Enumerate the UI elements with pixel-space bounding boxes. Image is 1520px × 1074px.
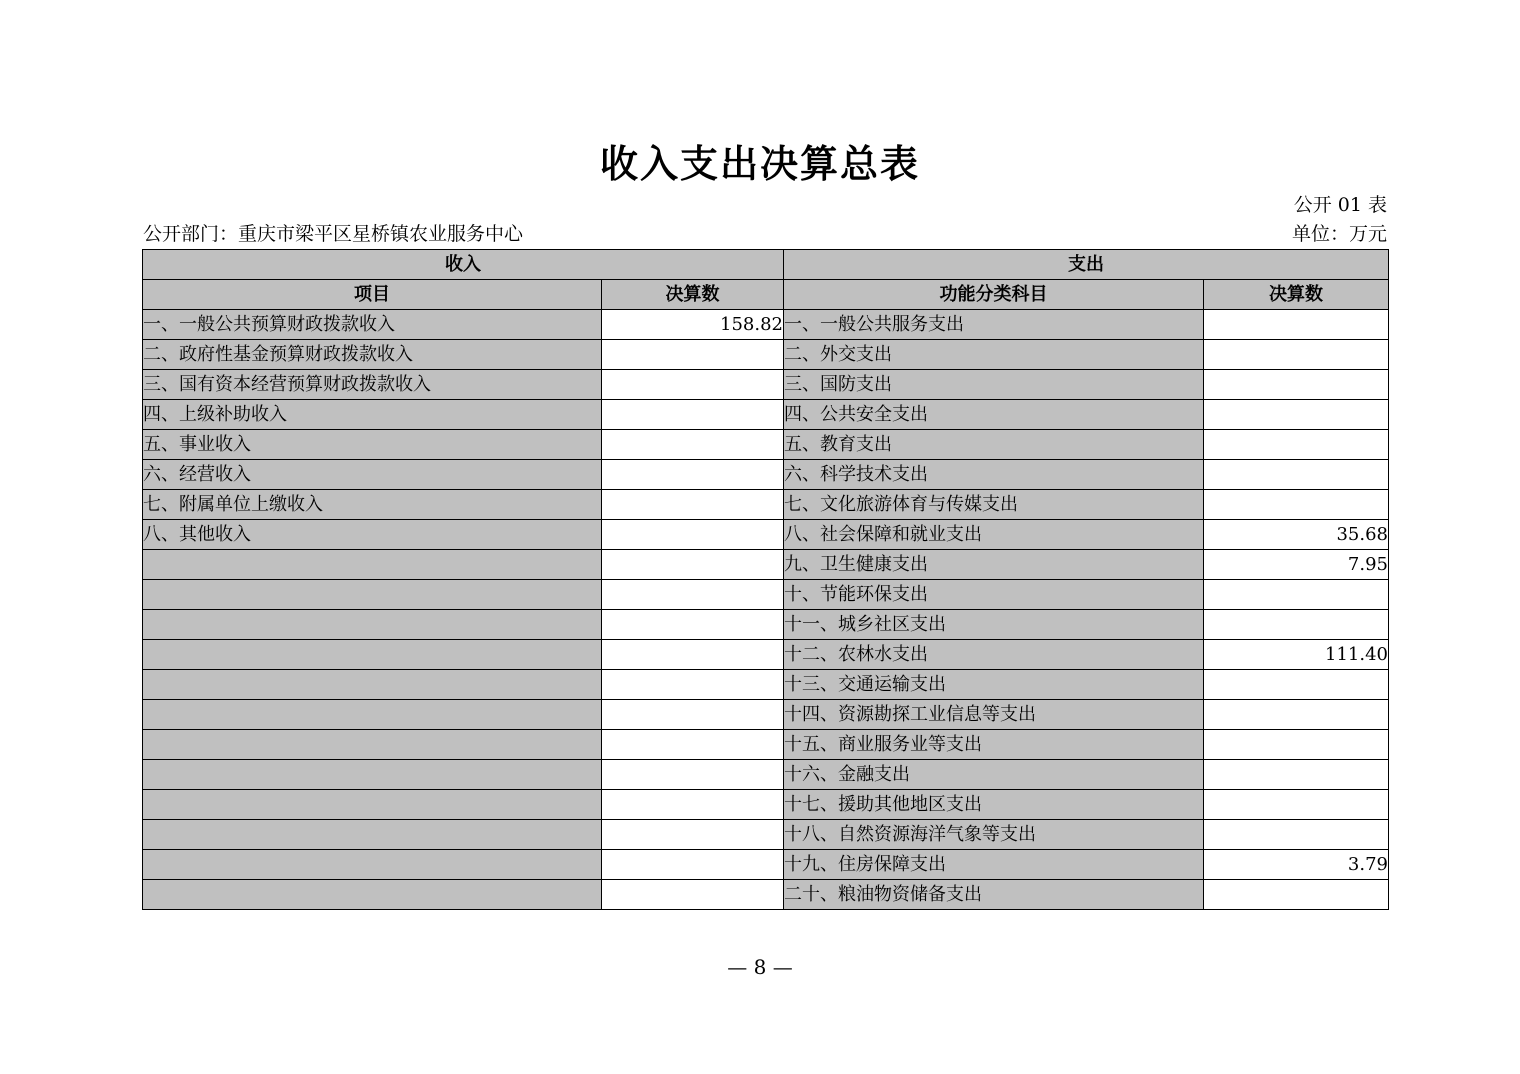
income-item-cell: 三、国有资本经营预算财政拨款收入 — [143, 370, 602, 400]
income-amount-cell — [602, 760, 784, 790]
table-header-group-row — [143, 250, 1389, 280]
income-item-cell: 六、经营收入 — [143, 460, 602, 490]
income-item-cell: 二、政府性基金预算财政拨款收入 — [143, 340, 602, 370]
expense-amount-cell — [1204, 430, 1389, 460]
table-row — [143, 850, 1389, 880]
income-amount-cell — [602, 460, 784, 490]
expense-amount-cell — [1204, 490, 1389, 520]
table-row — [143, 790, 1389, 820]
expense-item-cell: 十一、城乡社区支出 — [784, 610, 1204, 640]
expense-header: 支出 — [784, 250, 1389, 280]
expense-item-cell: 五、教育支出 — [784, 430, 1204, 460]
income-amount-cell — [602, 340, 784, 370]
expense-item-cell: 四、公共安全支出 — [784, 400, 1204, 430]
table-row — [143, 310, 1389, 340]
page-number: — 8 — — [727, 955, 793, 979]
expense-item-cell: 二十、粮油物资储备支出 — [784, 880, 1204, 910]
expense-item-cell: 十七、援助其他地区支出 — [784, 790, 1204, 820]
income-item-cell — [143, 850, 602, 880]
expense-item-cell: 二、外交支出 — [784, 340, 1204, 370]
table-row — [143, 340, 1389, 370]
department-label: 公开部门：重庆市梁平区星桥镇农业服务中心 — [143, 223, 524, 245]
income-item-cell — [143, 670, 602, 700]
expense-amount-cell — [1204, 400, 1389, 430]
table-row — [143, 670, 1389, 700]
income-amount-cell — [602, 880, 784, 910]
expense-item-cell: 一、一般公共服务支出 — [784, 310, 1204, 340]
table-row — [143, 460, 1389, 490]
expense-item-cell: 六、科学技术支出 — [784, 460, 1204, 490]
expense-amount-cell: 7.95 — [1204, 550, 1389, 580]
page-title: 收入支出决算总表 — [599, 142, 920, 186]
expense-item-cell: 十九、住房保障支出 — [784, 850, 1204, 880]
income-amount-cell — [602, 640, 784, 670]
expense-amount-cell — [1204, 790, 1389, 820]
income-amount-cell — [602, 430, 784, 460]
income-item-cell: 一、一般公共预算财政拨款收入 — [143, 310, 602, 340]
income-amount-cell — [602, 490, 784, 520]
income-amount-cell — [602, 790, 784, 820]
income-amount-cell — [602, 550, 784, 580]
income-amount-cell — [602, 850, 784, 880]
income-amount-cell — [602, 610, 784, 640]
expense-amount-cell — [1204, 820, 1389, 850]
expense-item-cell: 九、卫生健康支出 — [784, 550, 1204, 580]
expense-amount-cell — [1204, 700, 1389, 730]
table-row — [143, 730, 1389, 760]
expense-amount-cell — [1204, 880, 1389, 910]
expense-amount-cell — [1204, 310, 1389, 340]
income-amount-cell — [602, 700, 784, 730]
income-amount-cell: 158.82 — [602, 310, 784, 340]
unit-label: 单位：万元 — [1291, 223, 1387, 245]
expense-item-cell: 三、国防支出 — [784, 370, 1204, 400]
income-item-cell — [143, 610, 602, 640]
expense-item-cell: 七、文化旅游体育与传媒支出 — [784, 490, 1204, 520]
table-row — [143, 700, 1389, 730]
table-row — [143, 370, 1389, 400]
expense-amount-cell: 35.68 — [1204, 520, 1389, 550]
expense-amount-cell — [1204, 370, 1389, 400]
table-row — [143, 640, 1389, 670]
income-item-cell — [143, 640, 602, 670]
table-row — [143, 880, 1389, 910]
income-amount-cell — [602, 820, 784, 850]
income-amount-cell — [602, 520, 784, 550]
expense-amount-cell — [1204, 340, 1389, 370]
expense-item-cell: 八、社会保障和就业支出 — [784, 520, 1204, 550]
function-category-column-header: 功能分类科目 — [784, 280, 1204, 310]
income-item-cell — [143, 790, 602, 820]
table-row — [143, 820, 1389, 850]
income-item-cell — [143, 550, 602, 580]
table-number: 公开 01 表 — [1293, 194, 1387, 216]
income-item-cell — [143, 700, 602, 730]
income-item-cell: 八、其他收入 — [143, 520, 602, 550]
table-row — [143, 550, 1389, 580]
income-item-cell — [143, 760, 602, 790]
table-row — [143, 580, 1389, 610]
income-item-cell: 七、附属单位上缴收入 — [143, 490, 602, 520]
income-item-cell — [143, 580, 602, 610]
expense-item-cell: 十六、金融支出 — [784, 760, 1204, 790]
income-item-cell: 五、事业收入 — [143, 430, 602, 460]
expense-amount-cell — [1204, 460, 1389, 490]
expense-amount-cell — [1204, 730, 1389, 760]
table-row — [143, 610, 1389, 640]
table-header-row — [143, 280, 1389, 310]
item-column-header: 项目 — [143, 280, 602, 310]
expense-item-cell: 十四、资源勘探工业信息等支出 — [784, 700, 1204, 730]
income-item-cell — [143, 880, 602, 910]
income-item-cell — [143, 820, 602, 850]
income-amount-cell — [602, 580, 784, 610]
expense-item-cell: 十二、农林水支出 — [784, 640, 1204, 670]
expense-amount-cell — [1204, 580, 1389, 610]
income-amount-cell — [602, 400, 784, 430]
income-header: 收入 — [143, 250, 784, 280]
income-amount-cell — [602, 730, 784, 760]
income-item-cell — [143, 730, 602, 760]
expense-item-cell: 十三、交通运输支出 — [784, 670, 1204, 700]
table-row — [143, 490, 1389, 520]
table-row — [143, 430, 1389, 460]
expense-amount-cell — [1204, 610, 1389, 640]
expense-amount-column-header: 决算数 — [1204, 280, 1389, 310]
table-row — [143, 760, 1389, 790]
table-row — [143, 520, 1389, 550]
table-row — [143, 400, 1389, 430]
income-item-cell: 四、上级补助收入 — [143, 400, 602, 430]
income-expense-table — [142, 249, 1389, 910]
expense-amount-cell: 3.79 — [1204, 850, 1389, 880]
expense-amount-cell — [1204, 670, 1389, 700]
expense-item-cell: 十、节能环保支出 — [784, 580, 1204, 610]
expense-item-cell: 十五、商业服务业等支出 — [784, 730, 1204, 760]
income-amount-cell — [602, 670, 784, 700]
expense-amount-cell — [1204, 760, 1389, 790]
expense-amount-cell: 111.40 — [1204, 640, 1389, 670]
expense-item-cell: 十八、自然资源海洋气象等支出 — [784, 820, 1204, 850]
income-amount-column-header: 决算数 — [602, 280, 784, 310]
income-amount-cell — [602, 370, 784, 400]
table-body — [143, 310, 1389, 910]
